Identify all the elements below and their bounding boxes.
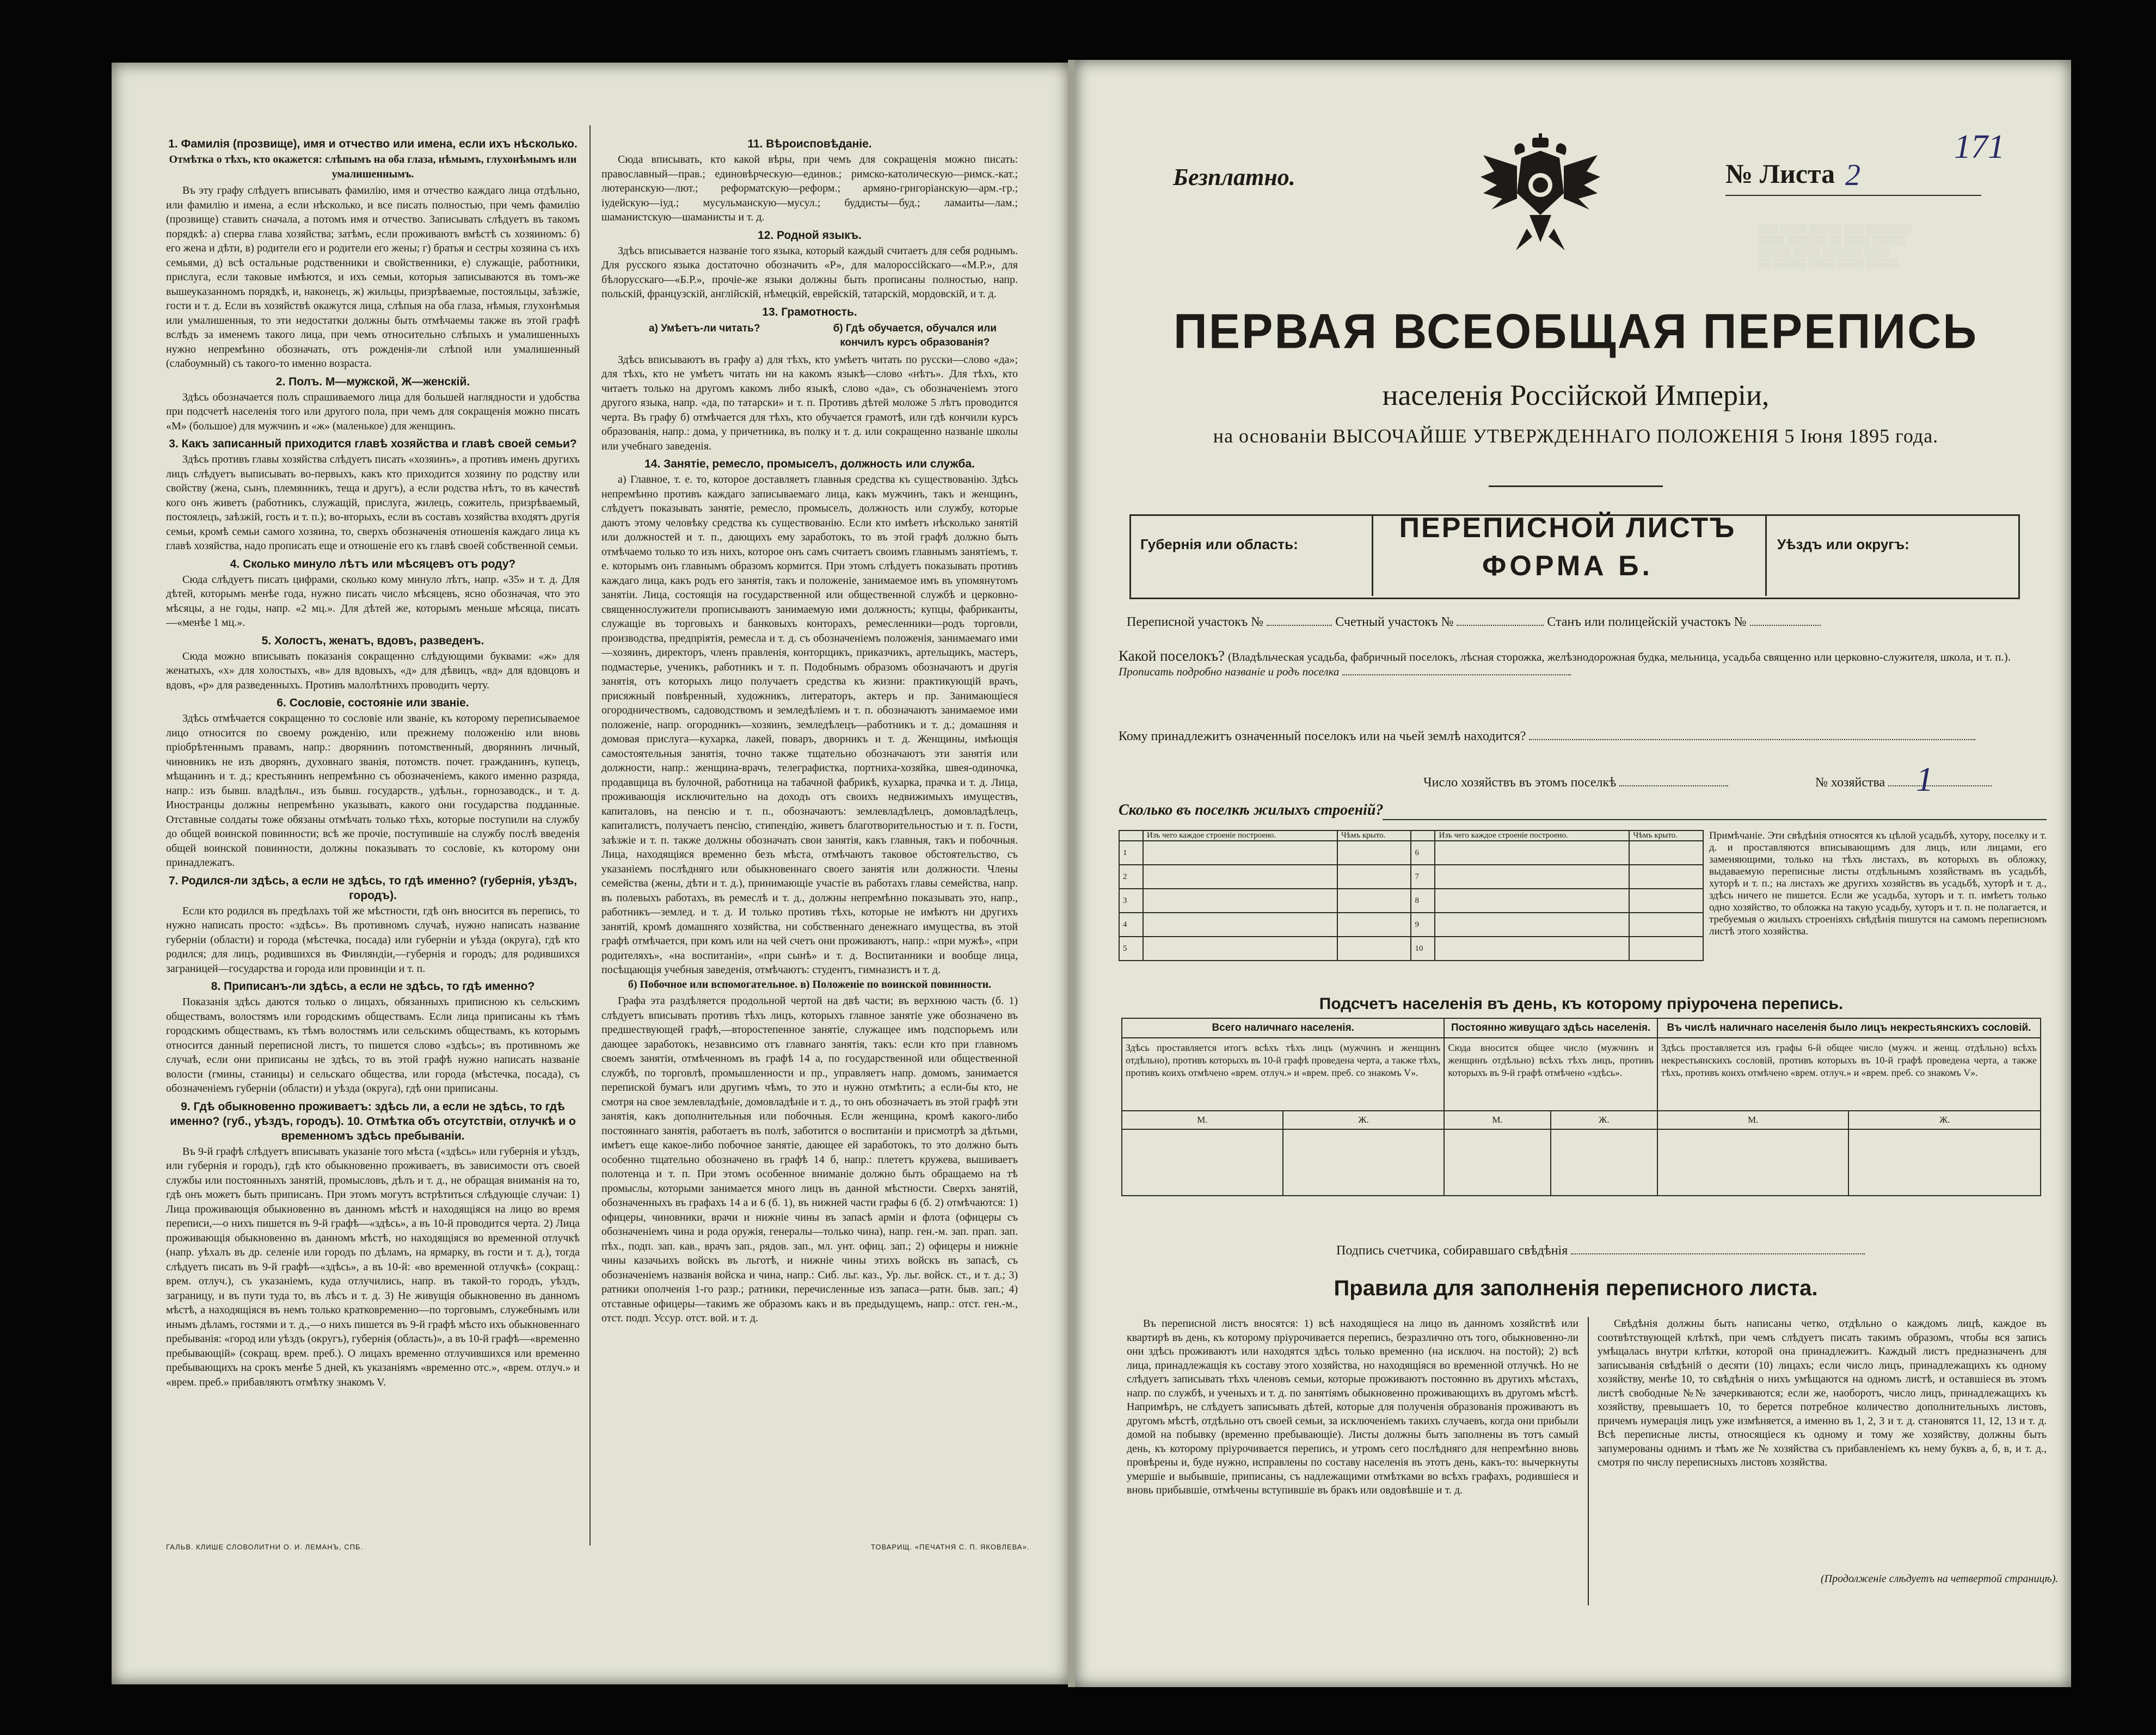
section-2 — [166, 374, 580, 434]
free-of-charge-label: Безплатно. — [1173, 164, 1295, 190]
roof-header: Чѣмъ крыто. — [1337, 830, 1411, 841]
table-row — [1122, 1038, 2041, 1111]
section-5 — [166, 633, 580, 693]
female-count-cell[interactable] — [1848, 1129, 2041, 1196]
literacy-subhead-a: а) Умѣетъ-ли читать? — [649, 322, 760, 334]
section-text: Если кто родился въ предѣлахъ той же мѣстности, гдѣ онъ вносится въ перепись, то нужно написать просто: «здѣсь». Въ противномъ случаѣ, нужно написать название губерніи (области) и города (мѣстечка, посада) или губерніи и уѣзда (округа), гдѣ кто родился; для лицъ, родившихся въ Финляндіи,—губернія и городъ; для родившихся заграницей—государства и города или провинціи и т. п. — [166, 905, 580, 975]
roof-cell[interactable] — [1337, 865, 1411, 889]
enumerator-signature-row — [1336, 1244, 1865, 1258]
rules-continuation: (Продолженіе слѣдуетъ на четвертой страницѣ). — [1821, 1573, 2059, 1585]
section-title: 8. Приписанъ-ли здѣсь, а если не здѣсь, то гдѣ именно? — [211, 980, 535, 993]
census-area-label: Переписной участокъ № — [1127, 615, 1264, 629]
archive-folio-number: 171 — [1954, 128, 2005, 165]
roof-cell[interactable] — [1337, 889, 1411, 913]
section-12 — [601, 228, 1018, 302]
household-number-field[interactable] — [1888, 785, 1992, 786]
section-1 — [166, 137, 580, 371]
roof-cell[interactable] — [1337, 913, 1411, 937]
roof-cell[interactable] — [1629, 889, 1703, 913]
male-header: М. — [1444, 1111, 1550, 1129]
male-count-cell[interactable] — [1444, 1129, 1550, 1196]
material-cell[interactable] — [1435, 937, 1629, 961]
sheet-number-label: № Листа — [1725, 158, 1835, 189]
roof-header: Чѣмъ крыто. — [1629, 830, 1703, 841]
section-title: 11. Вѣроисповѣданіе. — [747, 138, 872, 150]
male-count-cell[interactable] — [1122, 1129, 1283, 1196]
table-row — [1119, 865, 1703, 889]
row-number: 2 — [1119, 865, 1143, 889]
province-label: Губернія или область: — [1140, 536, 1298, 552]
material-cell[interactable] — [1143, 889, 1337, 913]
instructions-column-b — [601, 133, 1018, 1527]
table-row — [1122, 1129, 2041, 1196]
population-count-table — [1121, 1018, 2041, 1196]
material-cell[interactable] — [1435, 913, 1629, 937]
section-text: Показанія здѣсь даются только о лицахъ, обязанныхъ приписною къ сельскимъ обществамъ, волостямъ или городскимъ обществамъ. Если лица приписаны къ тѣмъ городскимъ обществамъ, къ тѣмъ волостямъ или сельскимъ обществамъ, къ которымъ относится данный переписной листъ, то пишется слово «здѣсь»; въ противномъ же случаѣ, если они приписаны не здѣсь, то въ этой графѣ нужно написать названіе волости (гмины, станицы) и сельскаго общества, или города (мѣстечка, посада), съ обозначеніемъ губерніи (области) и уѣзда (округа), гдѣ они приписаны. — [166, 996, 580, 1094]
section-text: Здѣсь вписываютъ въ графу а) для тѣхъ, кто умѣетъ читать по русски—слово «да»; для тѣхъ, кто не умѣетъ читать ни на какомъ языкѣ—слово «нѣтъ». Для тѣхъ, кто читаетъ только на другомъ какомъ либо языкѣ, слово «да», съ обозначеніемъ этого другого языка, напр. «да, по татарски» и т. п. Противъ дѣтей моложе 5 лѣтъ проводится черта. Въ графу б) отмѣчается для тѣхъ, кто обучается грамотѣ, или гдѣ кончили курсъ образованія, напр.: дома, у причетника, въ полку и т. д. или сокращенно названіе школы или учебнаго заведенія. — [601, 353, 1018, 452]
row-number: 6 — [1411, 841, 1435, 865]
literacy-subhead-b: б) Гдѣ обучается, обучался или кончилъ курсъ образованія? — [833, 322, 997, 348]
settlement-hint-2: Прописать подробно названіе и родъ поселка — [1119, 665, 1340, 678]
rules-text-b: Свѣдѣнія должны быть написаны четко, отдѣльно о каждомъ лицѣ, каждое въ соотвѣтствующей клѣткѣ, при чемъ слѣдуетъ писать такимъ образомъ, чтобы вся запись умѣщалась внутри клѣтки, которой она принадлежитъ. Каждый листъ предназначенъ для записыванія свѣдѣній о десяти (10) лицахъ; если число лицъ, принадлежащихъ къ одному хозяйству, менѣе 10, то свѣдѣнія о нихъ умѣщаются на одномъ листѣ, и оставшіеся въ этомъ листѣ свободные №№ зачеркиваются; если же, наоборотъ, число лицъ, принадлежащихъ къ хозяйству, превышаетъ 10, то берется потребное количество дополнительныхъ листовъ, причемъ нумерація лицъ уже измѣняется, а именно въ 1, 2, 3 и т. д. становятся 11, 12, 13 и т. д. Всѣ переписные листы, относящіеся къ одному и тому же хозяйству, должны быть запумерованы однимъ и тѣмъ же № хозяйства съ прибавленіемъ къ нему буквъ а, б, в, и т. д., смотря по числу переписныхъ листовъ хозяйства. — [1598, 1318, 2047, 1468]
owner-row — [1119, 729, 2038, 744]
section-title: 5. Холостъ, женатъ, вдовъ, разведенъ. — [261, 634, 484, 647]
settlement-label: Какой поселокъ? — [1119, 648, 1225, 664]
census-area-row — [1127, 615, 1821, 630]
female-header: Ж. — [1283, 1111, 1445, 1129]
enumerator-signature-label: Подпись счетчика, собиравшаго свѣдѣнія — [1336, 1244, 1568, 1258]
households-count-label: Число хозяйствъ въ этомъ поселкѣ — [1423, 776, 1617, 790]
permanent-residents-header: Постоянно живущаго здѣсь населенія. — [1444, 1018, 1657, 1038]
section-text: Сюда вписывать, кто какой вѣры, при чемъ для сокращенія можно писать: православный—прав.; единовѣрческую—единов.; римско-католическую—римск.-кат.; лютеранскую—лют.; реформатскую—реформ.; армяно-григоріанскую—арм.-гр.; іудейскую—іуд.; мусульманскую—мусул.; буддисты—буд.; ламаиты—лам.; шаманистскую—шаманисты и т. д. — [601, 153, 1018, 223]
row-number: 3 — [1119, 889, 1143, 913]
sheet-number-underline — [1725, 195, 1981, 196]
row-number: 5 — [1119, 937, 1143, 961]
section-subtitle: б) Побочное или вспомогательное. в) Положеніе по воинской повинности. — [628, 978, 992, 990]
roof-cell[interactable] — [1337, 937, 1411, 961]
roof-cell[interactable] — [1629, 865, 1703, 889]
row-number: 7 — [1411, 865, 1435, 889]
settlement-row — [1119, 648, 2038, 679]
section-title: 1. Фамилія (прозвище), имя и отчество или имена, если ихъ нѣсколько. — [168, 138, 578, 150]
material-cell[interactable] — [1143, 841, 1337, 865]
male-header: М. — [1657, 1111, 1848, 1129]
male-header: М. — [1122, 1111, 1283, 1129]
census-legal-basis: на основаніи ВЫСОЧАЙШЕ УТВЕРЖДЕННАГО ПОЛОЖЕНІЯ 5 Іюня 1895 года. — [1213, 425, 1939, 447]
row-number: 10 — [1411, 937, 1435, 961]
household-number-label: № хозяйства — [1815, 776, 1885, 790]
section-text: а) Главное, т. е. то, которое доставляетъ главныя средства къ существованію. Здѣсь непремѣнно противъ каждаго записываемаго лица, какъ мужчинъ, такъ и женщинъ, слѣдуетъ показывать занятіе, ремесло, промыселъ, должность или службу, которые даютъ этому человѣку средства къ существованію. Если кто имѣетъ нѣсколько занятій или должностей и т. п., дающихъ ему заработокъ, то въ этой графѣ должно быть отмѣчаемо только то изъ нихъ, которое онъ самъ считаетъ своимъ главнымъ занятіемъ, т. е. которымъ онъ главнымъ образомъ кормится. При этомъ слѣдуетъ показывать противъ каждаго лица, какъ родъ его занятія, такъ и положеніе, занимаемое имъ въ упомянутомъ занятіи. Лица, состоящія на государственной или общественной службѣ и церковно-священнослужители прописываютъ занимаемую ими должность; купцы, фабриканты, служащіе въ торговыхъ и банковыхъ конторахъ, ремесленники—родъ торговли, производства, предпріятія, ремесла и т. д. съ обозначеніемъ положенія, занимаемаго ими—хозяинъ, директоръ, членъ правленія, конторщикъ, приказчикъ, артельщикъ, мастеръ, подмастерье, ученикъ, работникъ и т. п. Подобнымъ образомъ обозначаютъ и другія занятія, отъ которыхъ лицо получаетъ средства къ жизни: практикующій врачъ, присяжный повѣренный, художникъ, литераторъ, актеръ и пр. Занимающіеся огородничествомъ, садоводствомъ и земледѣліемъ и т. п. обозначаютъ занимаемое ими положеніе, напр. огородникъ—хозяинъ, земледѣлецъ—работникъ и т. д.; домашняя и домовая прислуга—кухарка, лакей, поваръ, дворникъ и т. д. Женщины, имѣющія самостоятельныя занятія, точно также тщательно обозначаютъ эти занятія или должности, напр.: женщина-врачъ, телеграфистка, портниха-хозяйка, швея-одиночка, продавщица въ булочной, работница на табачной фабрикѣ, кухарка, прачка и т. д. Лица, проживающія исключительно на доходъ отъ своихъ недвижимыхъ имуществъ, капиталовъ, на пенсію и т. п., обозначаютъ: землевладѣлецъ, домовладѣлецъ, капиталистъ, получаетъ пенсію, стипендію, живетъ благотворительностью и т. п. Гости, заѣзжіе и т. п. также должны обозначать свои занятія, какъ главныя, такъ и побочныя. Лица, находящіяся временно безъ мѣста, отмѣчаютъ таковое обстоятельство, съ указаніемъ послѣдняго или обыкновеннаго своего занятія или должности. Члены семейства (жены, дѣти и т. д.), принимающіе участіе въ работахъ главы семейства, напр. въ полевыхъ работахъ, въ ремеслѣ и т. д., должны непремѣнно показывать это, напр., работникъ—землед. и т. д. И только противъ тѣхъ, которые не имѣютъ ни другихъ занятій, кромѣ домашняго хозяйства, ни собственнаго денежнаго имущества, въ этой графѣ отмѣчается, при комъ или на чей счетъ они проживаютъ, напр.: «при мужѣ», «при родителяхъ», «на воспитаніи», «при сынѣ» и т. д. Воспитанники и вообще лица, посѣщающія учебныя заведенія, отмѣчаютъ: студентъ, гимназистъ и т. д. — [601, 473, 1018, 976]
non-peasant-desc: Здѣсь проставляется изъ графы 6-й общее число (мужч. и женщ. отдѣльно) всѣхъ некрестьянскихъ сословій, противъ которыхъ въ 10-й графѣ проведена черта, а также тѣхъ, противъ коихъ отмѣчено «врем. отлуч.» и «врем. преб. со знакомъ V». — [1657, 1038, 2041, 1111]
table-header-row — [1122, 1018, 2041, 1038]
sheet-number-value: 2 — [1845, 158, 1860, 192]
census-subtitle: населенія Россійской Имперіи, — [1382, 379, 1770, 411]
rules-divider — [1588, 1317, 1589, 1605]
section-7 — [166, 873, 580, 976]
roof-cell[interactable] — [1629, 841, 1703, 865]
section-title: 14. Занятіе, ремесло, промыселъ, должность или служба. — [644, 458, 975, 470]
material-cell[interactable] — [1435, 841, 1629, 865]
material-header: Изъ чего каждое строеніе построено. — [1143, 830, 1337, 841]
section-title: 4. Сколько минуло лѣтъ или мѣсяцевъ отъ роду? — [230, 557, 516, 570]
settlement-hint: (Владѣльческая усадьба, фабричный поселокъ, лѣсная сторожка, желѣзнодорожная будка, мельница, усадьба священно или церковно-служителя, школа, и т. п.). — [1228, 650, 2011, 663]
rules-title: Правила для заполненія переписного листа. — [1334, 1276, 1818, 1300]
buildings-table — [1119, 830, 1704, 961]
section-text: Въ эту графу слѣдуетъ вписывать фамилію, имя и отчество каждаго лица отдѣльно, или фамилію и имена, а если нѣсколько, и все писать полностью, при чемъ фамилію (прозвище) ставить сначала, а потомъ имя и отчество. Записывать слѣдуетъ въ такомъ порядкѣ: а) сперва глава хозяйства; затѣмъ, если проживаютъ вмѣстѣ съ хозяиномъ: б) его жена и дѣти, в) родители его и родители его жены; г) братья и сестры хозяина съ ихъ семьями, д) всѣ остальные родственники и свойственники, е) служащіе, работники, прислуга, если таковые имѣются, и ихъ семьи, которыя записываются въ томъ-же вышеуказанномъ порядкѣ, и, наконецъ, ж) жильцы, призрѣваемые, постояльцы, заѣзжіе, гости и т. д. Если въ хозяйствѣ окажутся лица, слѣпыя на оба глаза, нѣмыя, глухонѣмыя или умалишенныя, то эти недостатки должны быть отмѣчаемы также въ этой графѣ вслѣдъ за именемъ такого лица, при чемъ относительно слѣпыхъ и умалишенныхъ нужно непремѣнно обозначать, отъ рожденія-ли слѣпой или умалишенный (слабоумный) съ такого-то именно возраста. — [166, 184, 580, 370]
row-number: 4 — [1119, 913, 1143, 937]
police-district-label: Станъ или полицейскій участокъ № — [1547, 615, 1747, 629]
table-header-row — [1119, 830, 1703, 841]
households-count-row — [1423, 776, 1728, 790]
material-cell[interactable] — [1143, 937, 1337, 961]
census-area-field[interactable] — [1267, 625, 1332, 626]
material-cell[interactable] — [1143, 913, 1337, 937]
counting-area-field[interactable] — [1457, 625, 1544, 626]
printer-credit-left: ГАЛЬВ. КЛИШЕ СЛОВОЛИТНИ О. И. ЛЕМАНЪ, СПБ. — [166, 1543, 364, 1551]
section-text: Здѣсь отмѣчается сокращенно то сословіе или званіе, къ которому переписываемое лицо относится по своему рожденію, или прежнему положенію или вновь пріобрѣтеннымъ правамъ, напр.: дворянинъ потомственный, дворянинъ личный, чиновникъ не изъ дворянъ, духовнаго званія, потомств. почет. гражданинъ, купецъ, мѣщанинъ и т. д.; крестьянинъ непремѣнно съ обозначеніемъ, какого именно разряда, напр.: изъ бывш. владѣльч., изъ бывш. государств., удѣльн., горнозаводск., и т. д. Иностранцы должны непремѣнно указывать, какого они государства подданные. Отставные солдаты тоже обязаны отмѣчать только тѣхъ, которые поступили на службу до общей воинской повинности; всѣ же прочіе, поступившіе на службу послѣ введенія общей воинской повинности, должны показывать то сословіе, къ которому они принадлежатъ. — [166, 712, 580, 869]
female-header: Ж. — [1848, 1111, 2041, 1129]
section-text: Здѣсь противъ главы хозяйства слѣдуетъ писать «хозяинъ», а противъ именъ другихъ лицъ слѣдуетъ выписывать во-первыхъ, какъ кто приходится хозяину по родству или свойству (жена, сынъ, племянникъ, теща и другъ), а если родства нѣтъ, то въ качествѣ кого онъ живетъ (работникъ, служащій, прислуга, жилецъ, сожитель, призрѣваемый, постоялецъ, заѣзжій, гость и т. п.); во-вторыхъ, если въ составъ хозяйства входятъ другія семьи, кромѣ семьи самого хозяина, то, сверхъ обозначенія отношенія каждаго лица къ главѣ хозяйства, надо прописать еще и отношеніе его къ главѣ своей собственной семьи. — [166, 453, 580, 552]
section-title: 12. Родной языкъ. — [758, 229, 862, 242]
material-cell[interactable] — [1143, 865, 1337, 889]
section-title: 3. Какъ записанный приходится главѣ хозяйства и главѣ своей семьи? — [169, 438, 577, 450]
household-number-row — [1815, 776, 1992, 790]
table-row — [1122, 1111, 2041, 1129]
population-count-title: Подсчетъ населенія въ день, къ которому пріурочена перепись. — [1319, 995, 1844, 1013]
printer-credit-right: ТОВАРИЩ. «ПЕЧАТНЯ С. П. ЯКОВЛЕВА». — [871, 1543, 1030, 1551]
double-headed-eagle-emblem — [1478, 133, 1603, 259]
total-present-header: Всего наличнаго населенія. — [1122, 1018, 1444, 1038]
counting-area-label: Счетный участокъ № — [1335, 615, 1454, 629]
material-cell[interactable] — [1435, 865, 1629, 889]
form-type: ФОРМА Б. — [1482, 550, 1653, 582]
section-14 — [601, 457, 1018, 977]
rules-text-a: Въ переписной листъ вносятся: 1) всѣ находящіеся на лицо въ данномъ хозяйствѣ или квартирѣ въ день, къ которому пріурочивается перепись, безразлично отъ того, обыкновенно-ли они здѣсь проживаютъ или находятся здѣсь только временно (на исключ. на постой); 2) всѣ лица, принадлежащія къ составу этого хозяйства, но находящіяся во временной отлучкѣ. Но не слѣдуетъ записывать тѣхъ членовъ семьи, которые проживаютъ постоянно въ другихъ мѣстахъ, напр. по службѣ, и ученыхъ и т. д. по занятіямъ обыкновенно проживающихъ въ другомъ мѣстѣ. Напримѣръ, не слѣдуетъ записывать дѣтей, которые для полученія образованія проживаютъ въ другомъ мѣстѣ, отдѣльно отъ своей семьи, за исключеніемъ такихъ случаевъ, когда они прибыли домой на побывку (временно пребывающіе). Листы должны быть заполнены въ тотъ самый день, къ которому пріурочивается перепись, и утромъ сего послѣдняго для непремѣнно вновь провѣрены и, буде нужно, исправлены по составу населенія въ этотъ день, какъ-то: вычеркнуты умершіе и выбывшіе, приписаны, съ надлежащими отмѣтками во всѣхъ графахъ, родившіеся и вновь прибывшіе, отмѣчены вступившіе въ бракъ или овдовѣвшіе и т. д. — [1127, 1318, 1578, 1496]
section-11 — [601, 137, 1018, 225]
section-title: 2. Полъ. М—мужской, Ж—женскій. — [275, 375, 470, 388]
table-row — [1119, 889, 1703, 913]
total-present-desc: Здѣсь проставляется итогъ всѣхъ тѣхъ лицъ (мужчинъ и женщинъ отдѣльно), противъ которыхъ въ 10-й графѣ проведена черта, а также тѣхъ, противъ коихъ отмѣчено «врем. отлуч.» и «врем. преб. со знакомъ V». — [1122, 1038, 1444, 1111]
section-text: Сюда можно вписывать показанія сокращенно слѣдующими буквами: «ж» для женатыхъ, «х» для холостыхъ, «в» для вдовыхъ, «д» для дѣвицъ, «вд» для вдовцовъ и вдовъ, «р» для разведенныхъ. Противъ малолѣтнихъ проводить черту. — [166, 650, 580, 691]
section-subtitle: Отмѣтка о тѣхъ, кто окажется: слѣпымъ на оба глаза, нѣмымъ, глухонѣмымъ или умалишеннымъ. — [169, 153, 577, 180]
title-divider — [1489, 485, 1663, 487]
section-6 — [166, 696, 580, 870]
dwellings-underline — [1383, 819, 2047, 820]
dwellings-label: Сколько въ поселкѣ жилыхъ строеній? — [1119, 802, 1384, 819]
form-title: ПЕРЕПИСНОЙ ЛИСТЪ — [1399, 512, 1736, 544]
settlement-field[interactable] — [1342, 674, 1571, 675]
female-count-cell[interactable] — [1551, 1129, 1657, 1196]
female-header: Ж. — [1551, 1111, 1657, 1129]
section-title: 6. Сословіе, состояніе или званіе. — [277, 697, 469, 709]
permanent-residents-desc: Сюда вносится общее число (мужчинъ и женщинъ отдѣльно) всѣхъ тѣхъ лицъ, противъ которыхъ въ 9-й графѣ отмѣчено «здѣсь». — [1444, 1038, 1657, 1111]
column-divider — [589, 125, 591, 1546]
roof-cell[interactable] — [1629, 913, 1703, 937]
material-cell[interactable] — [1435, 889, 1629, 913]
section-text: Графа эта раздѣляется продольной чертой на двѣ части; въ верхнюю часть (б. 1) слѣдуетъ вписывать противъ тѣхъ лицъ, которыхъ главное занятіе уже обозначено въ предшествующей графѣ,—второстепенное занятіе, служащее имъ подспорьемъ или дающее заработокъ, независимо отъ главнаго занятія, такъ: если кто при главномъ своемъ занятіи, отмѣченномъ въ графѣ 14 а, по государственной или общественной службѣ, по торговлѣ, промышленности и пр., управляетъ напр. домомъ, занимается перепиской бумагъ или другимъ чѣмъ, то это и нужно отмѣтить; а если-бы кто, не смотря на свое землевладѣніе, домовладѣніе и т. д., то онъ обозначаетъ въ этой графѣ эти занятія, какъ дополнительныя или побочныя. Если женщина, кромѣ какого-либо постояннаго занятія, работаетъ въ полѣ, заботится о воспитаніи и присмотрѣ за дѣтьми, имѣетъ еще какое-либо побочное занятіе, дающее ей заработокъ, то это должно быть особенно тщательно обозначено въ графѣ 14 б, напр.: плететъ кружева, вышиваетъ полотенца и т. п. При этомъ особенное вниманіе должно быть обращаемо на тѣ промыслы, которыми занимается много лицъ въ данной мѣстности. Сверхъ занятій, обозначенныхъ въ графахъ 14 а и 6 (б. 1), въ нижней части графы 6 (б. 2) отмѣчаются: 1) офицеры, чиновники, врачи и нижніе чины въ запасѣ арміи и флота (офицеры съ обозначеніемъ чина и рода оружія, генералы—только чина), напр. ген.-м. зап. прап. зап. пѣх., подп. зап. кав., врачъ зап., рядов. зап., мл. унт. офиц. зап.; 2) офицеры и нижніе чины казачьихъ войскъ въ льготѣ, и нижніе чины этихъ войскъ въ запасѣ, съ обозначеніемъ названія войска и чина, напр.: Сиб. льг. каз., Ур. льг. войск. ст., и т. д.; 3) ратники ополченія 1-го разр.; ратники, перечисленные изъ запаса—ратн. быв. зап.; 4) отставные офицеры—такимъ же образомъ какъ и въ предыдущемъ, напр.: отст. ген.-м., отст. подп. Уссур. отст. вой. и т. д. — [601, 995, 1018, 1324]
enumerator-signature-field[interactable] — [1571, 1253, 1865, 1254]
row-number: 8 — [1411, 889, 1435, 913]
section-text: Въ 9-й графѣ слѣдуетъ вписывать указаніе того мѣста («здѣсь» или губернія и уѣздъ, или губернія и городъ), гдѣ кто обыкновенно проживаетъ, въ зависимости отъ своей службы или постоянныхъ занятій, промысловъ, дѣлъ и т. д., не обращая вниманія на то, гдѣ онъ можетъ быть приписанъ. При этомъ могутъ встрѣтиться слѣдующіе случаи: 1) Лица проживающія обыкновенно въ данномъ мѣстѣ и находящіяся на лицо во время переписи,—о нихъ пишется въ 9-й графѣ—«здѣсь», а въ 10-й проводится черта. 2) Лица проживающія обыкновенно въ данномъ мѣстѣ, но находящіяся во временной отлучкѣ (напр. уѣхалъ въ др. селеніе или городъ по дѣламъ, на ярмарку, въ гости и т. д.), тогда слѣдуетъ писать въ 9-й графѣ—«здѣсь», а въ 10-й: «во временной отлучкѣ» (сокращ.: врем. отлуч.), съ указаніемъ, куда отлучились, напр. въ такой-то городъ, уѣздъ, заграницу, и въ пути тудa то, въ лѣсъ и т. д. 3) Не живущія обыкновенно въ данномъ мѣстѣ, а находящіяся въ немъ только кратковременно—по торговымъ, служебнымъ или инымъ дѣламъ, гостями и т. д.,—о нихъ пишется въ 9-й графѣ мѣсто ихъ обыкновеннаго пребыванія: «город или уѣздъ (округъ), губернія (область)», а въ 10-й графѣ—«временно пребывающій» (сокращ. врем. преб.). О лицахъ временно отлучившихся или временно пребывающихъ на срокъ менѣе 5 дней, къ указаніямъ «временно отс.», «врем. отлуч.» и «врем. преб.» прибавляютъ отмѣтку знакомъ V. — [166, 1145, 580, 1388]
section-4 — [166, 557, 580, 630]
roof-cell[interactable] — [1629, 937, 1703, 961]
household-number-value: 1 — [1916, 760, 1933, 798]
buildings-note: Примѣчаніе. Эти свѣдѣнія относятся къ цѣлой усадьбѣ, хутору, поселку и т. д. и проставляются вписывающимъ для лицъ, или лицами, его заменяющими, только на тѣхъ листахъ, въ которыхъ въ обложку, выдаваемую переписные листы отдѣльнымъ хозяйствамъ въ усадьбѣ, хуторѣ и т. п.; на листахъ же другихъ хозяйствъ въ усадьбѣ, хуторѣ и т. д., здѣсь ничего не пишется. Если же усадьба, хуторъ и т. п. имѣетъ только одно хозяйство, то обложка на такую усадьбу, хуторъ и т. п. не полагается, и требуемыя о жилыхъ строеніяхъ свѣдѣнія пишутся на самомъ переписномъ листѣ этого хозяйства. — [1709, 830, 2047, 937]
section-text: Здѣсь вписывается названіе того языка, который каждый считаетъ для себя роднымъ. Для русского языка достаточно обозначить «Р», для малороссійскаго—«М.Р.», для бѣлорусскаго—«Б.Р.», прочіе-же языки должны быть прописаны полностью, напр. польскій, французскій, англійскій, нѣмецкій, еврейскій, татарскій, мордовскій, и т. д. — [601, 244, 1018, 300]
row-number: 1 — [1119, 841, 1143, 865]
section-3 — [166, 436, 580, 553]
census-title: ПЕРВАЯ ВСЕОБЩАЯ ПЕРЕПИСЬ — [1173, 304, 1979, 359]
non-peasant-header: Въ числѣ наличнаго населенія было лицъ некрестьянскихъ сословій. — [1657, 1018, 2041, 1038]
female-count-cell[interactable] — [1283, 1129, 1445, 1196]
households-count-field[interactable] — [1619, 785, 1728, 786]
section-title: 13. Грамотность. — [762, 305, 857, 318]
section-text: Сюда слѣдуетъ писать цифрами, сколько кому минуло лѣтъ, напр. «35» и т. д. Для дѣтей, которымъ менѣе года, нужно писать число мѣсяцевъ, ясно обозначая, что это мѣсяцы, а не годы, напр. «2 мц.». Для дѣтей же, которымъ меньше мѣсяца, писать—«менѣе 1 мц.». — [166, 573, 580, 629]
district-label: Уѣздъ или округъ: — [1777, 536, 1909, 552]
material-header: Изъ чего каждое строеніе построено. — [1435, 830, 1629, 841]
section-text: Здѣсь обозначается полъ спрашиваемого лица для большей наглядности и удобства при подсчетѣ населенія того или другого пола, при чемъ для сокращенія можно писать «М» (большое) для мужчинъ и «ж» (маленькое) для женщинъ. — [166, 391, 580, 432]
section-9-10 — [166, 1099, 580, 1390]
owner-field[interactable] — [1529, 739, 1975, 740]
police-district-field[interactable] — [1750, 625, 1821, 626]
table-row — [1119, 937, 1703, 961]
instructions-column-a — [166, 133, 580, 1527]
section-8 — [166, 979, 580, 1096]
section-13 — [601, 305, 1018, 454]
table-row — [1119, 913, 1703, 937]
roof-cell[interactable] — [1337, 841, 1411, 865]
section-title: 7. Родился-ли здѣсь, а если не здѣсь, то гдѣ именно? (губернія, уѣздъ, городъ). — [168, 874, 578, 902]
bleed-through-text: ░░░ ░░░░ ░░░░░ ░░░ ░░░░░░░ ░░░░ ░░░░░░ ░░ ░░░░ ░░░░░ ░░░░░ ░░░░ ░░░░░░ ░░░░ ░░ ░░░░░ ░░░░ ░░░░ ░░░░░ — [1758, 224, 1912, 268]
section-title: 9. Гдѣ обыкновенно проживаетъ: здѣсь ли, а если не здѣсь, то гдѣ именно? (губ., уѣздъ, городъ). 10. Отмѣтка объ отсутствіи, отлучкѣ и о временномъ здѣсь пребываніи. — [170, 1100, 576, 1142]
male-count-cell[interactable] — [1657, 1129, 1848, 1196]
section-14b — [601, 977, 1018, 1326]
owner-label: Кому принадлежитъ означенный поселокъ или на чьей землѣ находится? — [1119, 729, 1526, 743]
literacy-subheads — [601, 322, 1018, 350]
table-row — [1119, 841, 1703, 865]
row-number: 9 — [1411, 913, 1435, 937]
